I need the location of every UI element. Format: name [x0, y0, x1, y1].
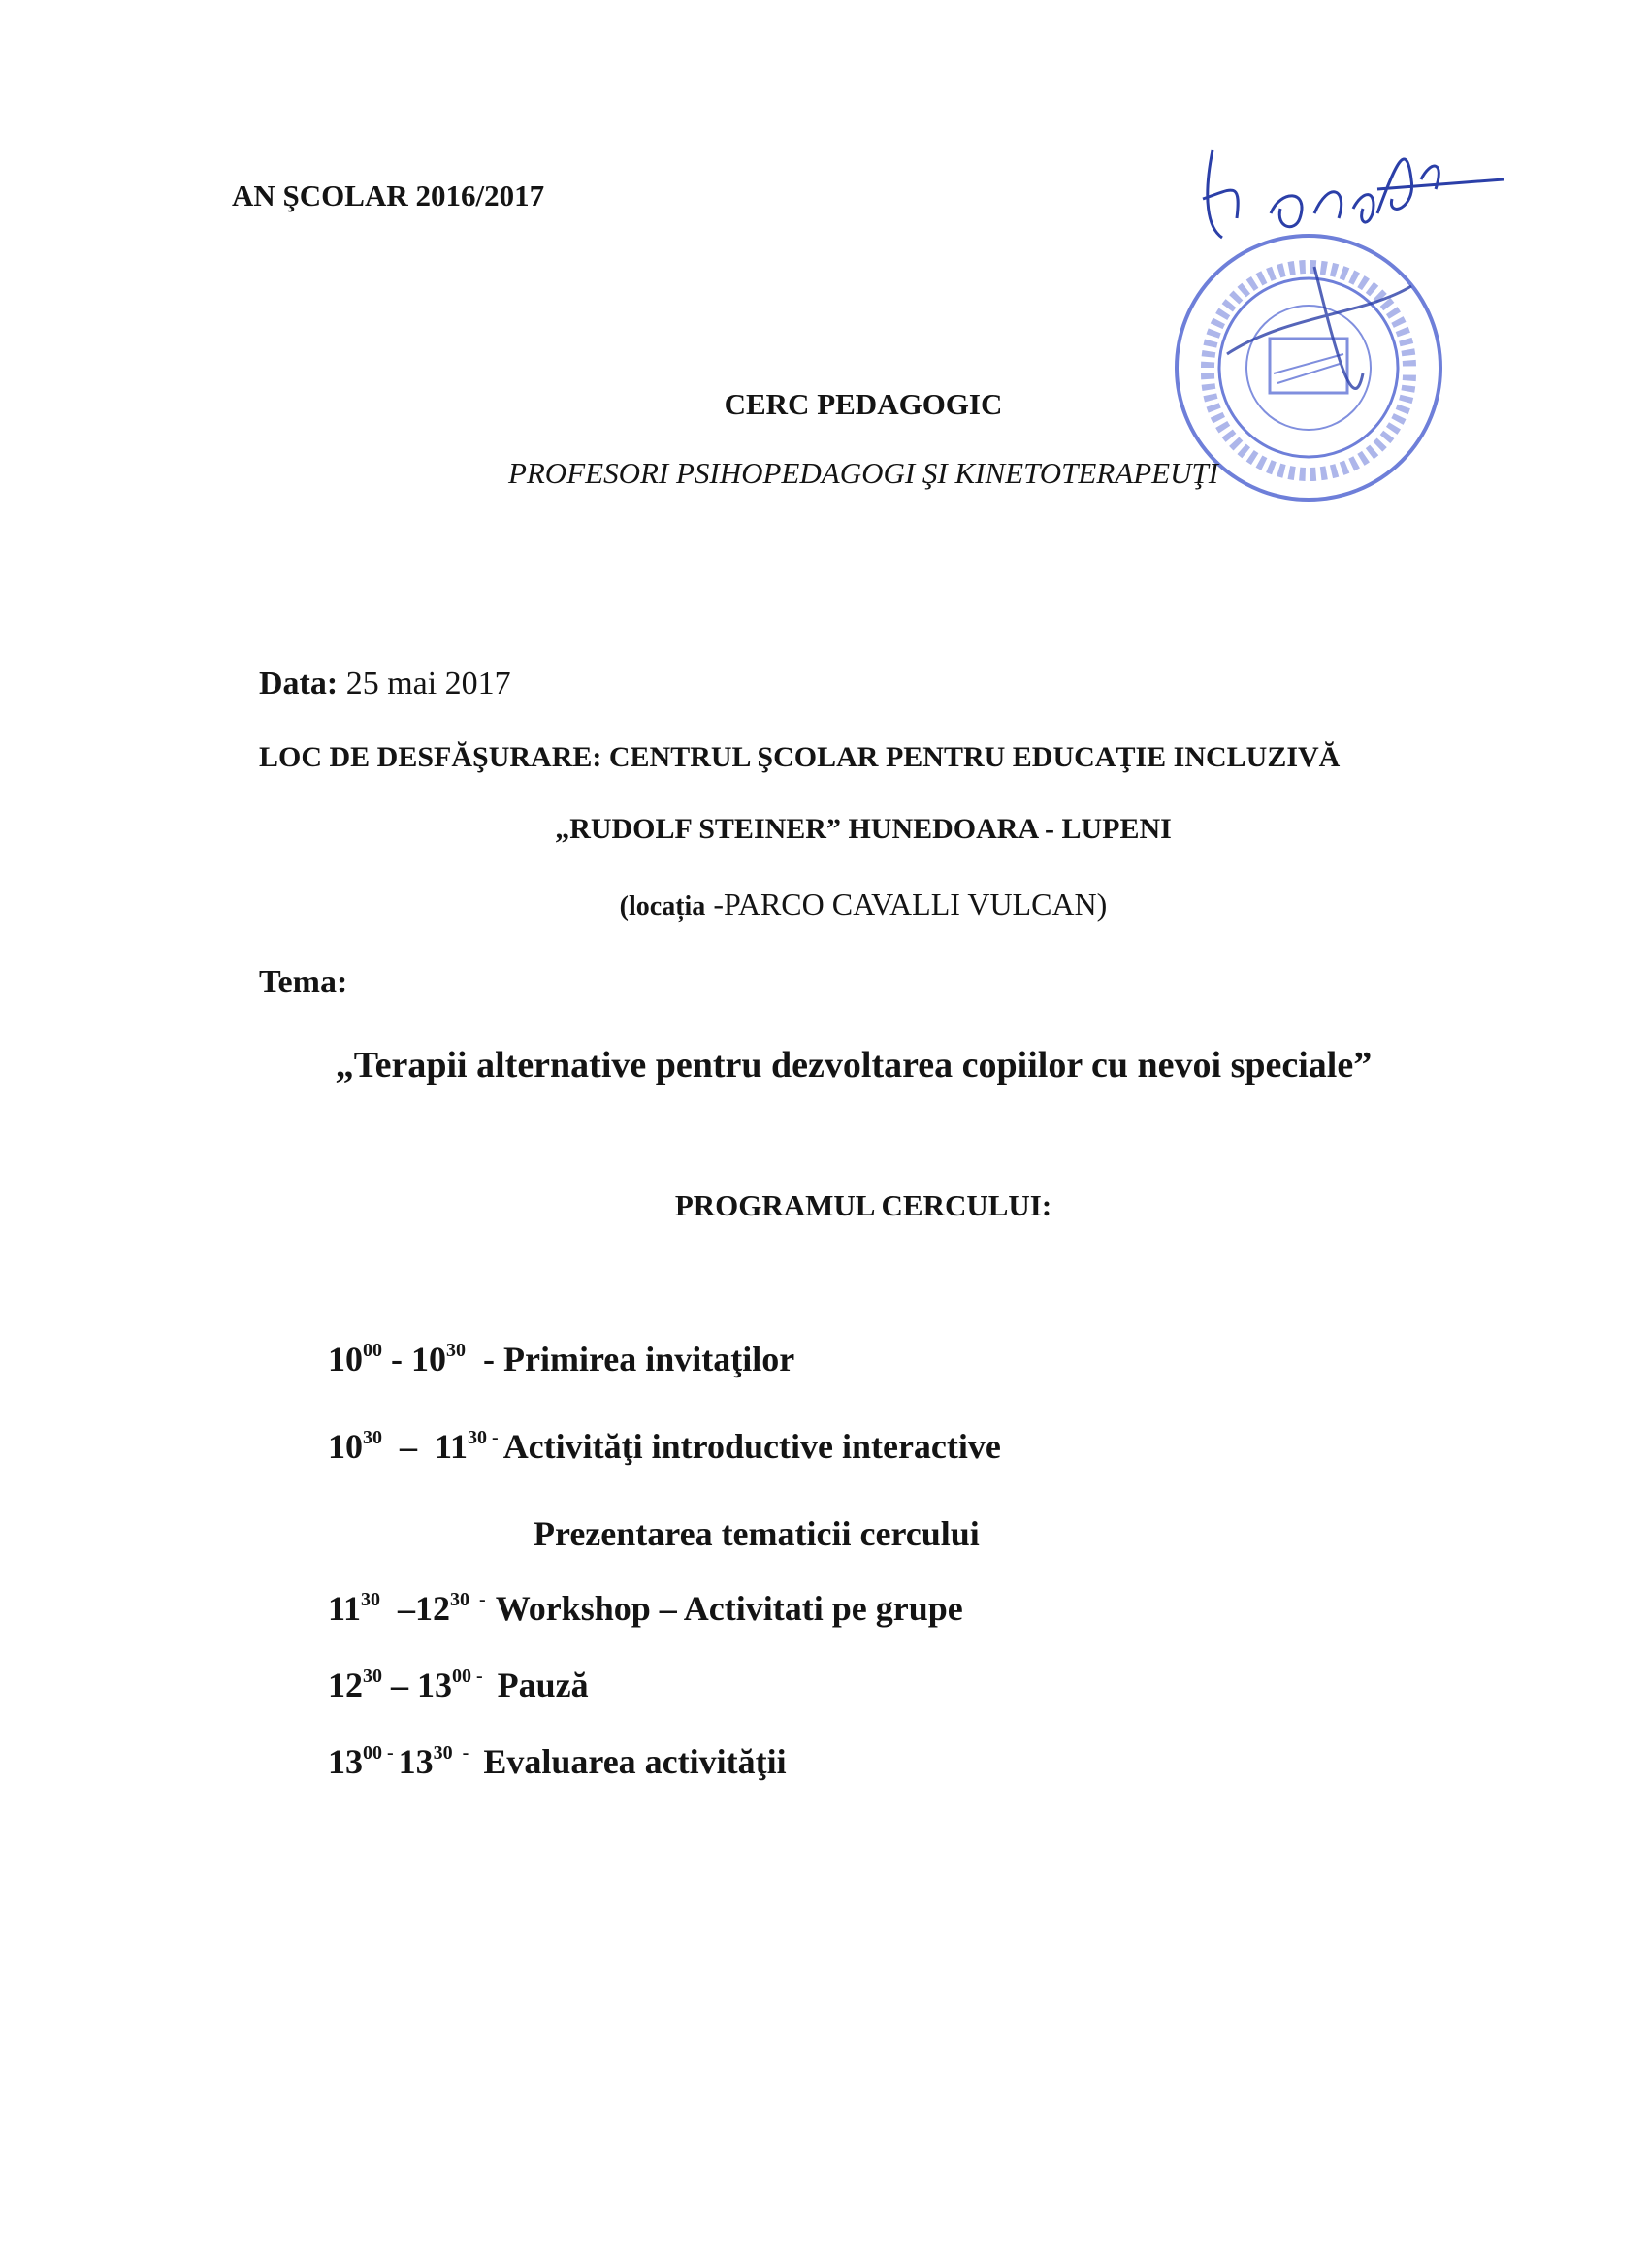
- theme-label: Tema:: [259, 964, 348, 1000]
- theme-title: „Terapii alternative pentru dezvoltarea copiilor cu nevoi speciale”: [335, 1045, 1373, 1085]
- program-activity: Primirea invitaţilor: [503, 1340, 795, 1378]
- program-activity: Activităţi introductive interactive: [502, 1427, 1001, 1466]
- date-value: 25 mai 2017: [345, 665, 511, 701]
- school-year: AN ŞCOLAR 2016/2017: [232, 178, 545, 212]
- program-activity: Workshop – Activitati pe grupe: [495, 1589, 963, 1628]
- program-row-continuation: Prezentarea tematicii cercului: [534, 1514, 980, 1553]
- location-line-1: LOC DE DESFĂŞURARE: CENTRUL ŞCOLAR PENTRU EDUCAŢIE INCLUZIVĂ: [259, 741, 1341, 773]
- document-subtitle: PROFESORI PSIHOPEDAGOGI ŞI KINETOTERAPEUŢI: [507, 456, 1219, 490]
- program-row: $11^{30}$ $-12^{30}$ - Workshop – Activitati pe grupe: [328, 1589, 963, 1628]
- date-label: Data:: [259, 665, 339, 701]
- location-line-3: [0, 887, 1649, 923]
- program-row: $10^{30} - 11^{30}$ - Activităţi introductive interactive: [328, 1427, 1001, 1466]
- program-row: $10^{00} - 10^{30}$ - Primirea invitaţilor: [328, 1340, 795, 1378]
- date-line: [259, 665, 511, 702]
- program-activity: Pauză: [497, 1666, 589, 1704]
- program-activity: Evaluarea activităţii: [483, 1742, 787, 1781]
- program-row: $12^{30} - 13^{00}$ - Pauză: [328, 1666, 589, 1704]
- location-venue: -PARCO CAVALLI VULCAN): [705, 887, 1108, 922]
- program-heading: PROGRAMUL CERCULUI:: [674, 1188, 1052, 1222]
- document-title: CERC PEDAGOGIC: [724, 387, 1003, 421]
- program-row: $13^{00}$ - $13^{30}$ - Evaluarea activităţii: [328, 1742, 787, 1781]
- location-line-2: „RUDOLF STEINER” HUNEDOARA - LUPENI: [555, 813, 1172, 845]
- location-prefix: (locația: [619, 891, 706, 922]
